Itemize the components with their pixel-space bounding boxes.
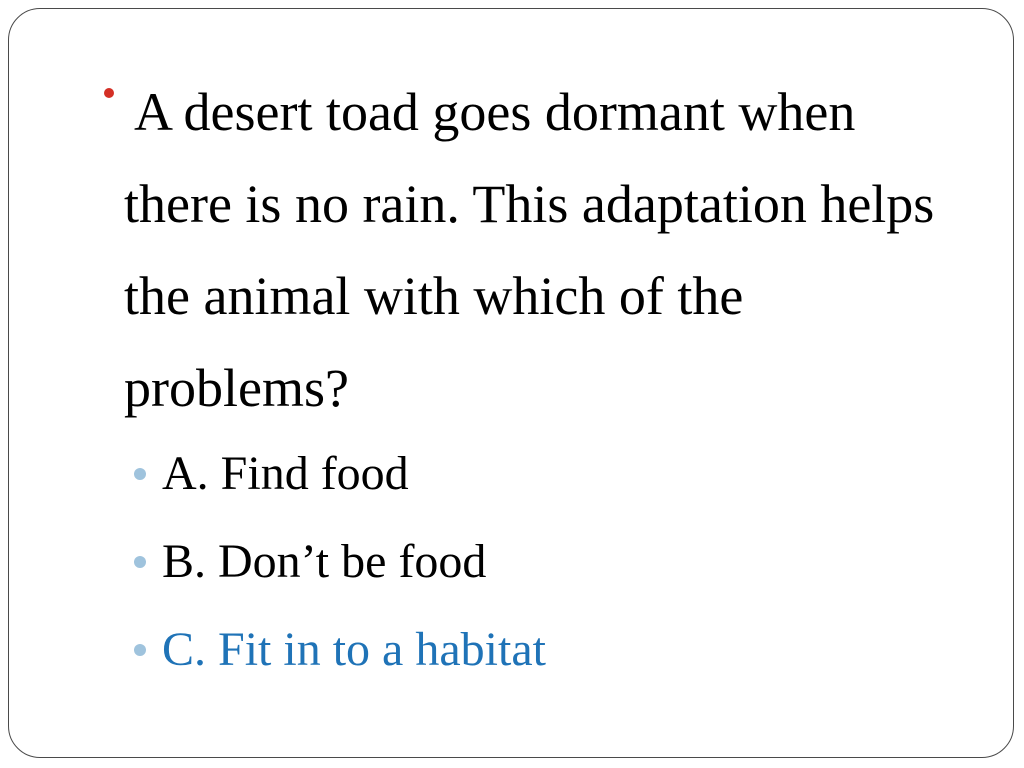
- answer-option-a: [134, 438, 546, 526]
- answer-label: C. Fit in to a habitat: [162, 623, 546, 676]
- bullet-icon: [134, 468, 146, 480]
- bullet-icon: [134, 644, 146, 656]
- answer-option-b: [134, 526, 546, 614]
- question-text: A desert toad goes dormant when there is no rain. This adaptation helps the animal with which of the problems?: [124, 82, 935, 418]
- answer-label: A. Find food: [162, 447, 409, 500]
- answer-list: [134, 438, 546, 702]
- bullet-icon: [104, 88, 114, 98]
- answer-option-c: [134, 614, 546, 702]
- answer-label: B. Don’t be food: [162, 535, 487, 588]
- bullet-icon: [134, 556, 146, 568]
